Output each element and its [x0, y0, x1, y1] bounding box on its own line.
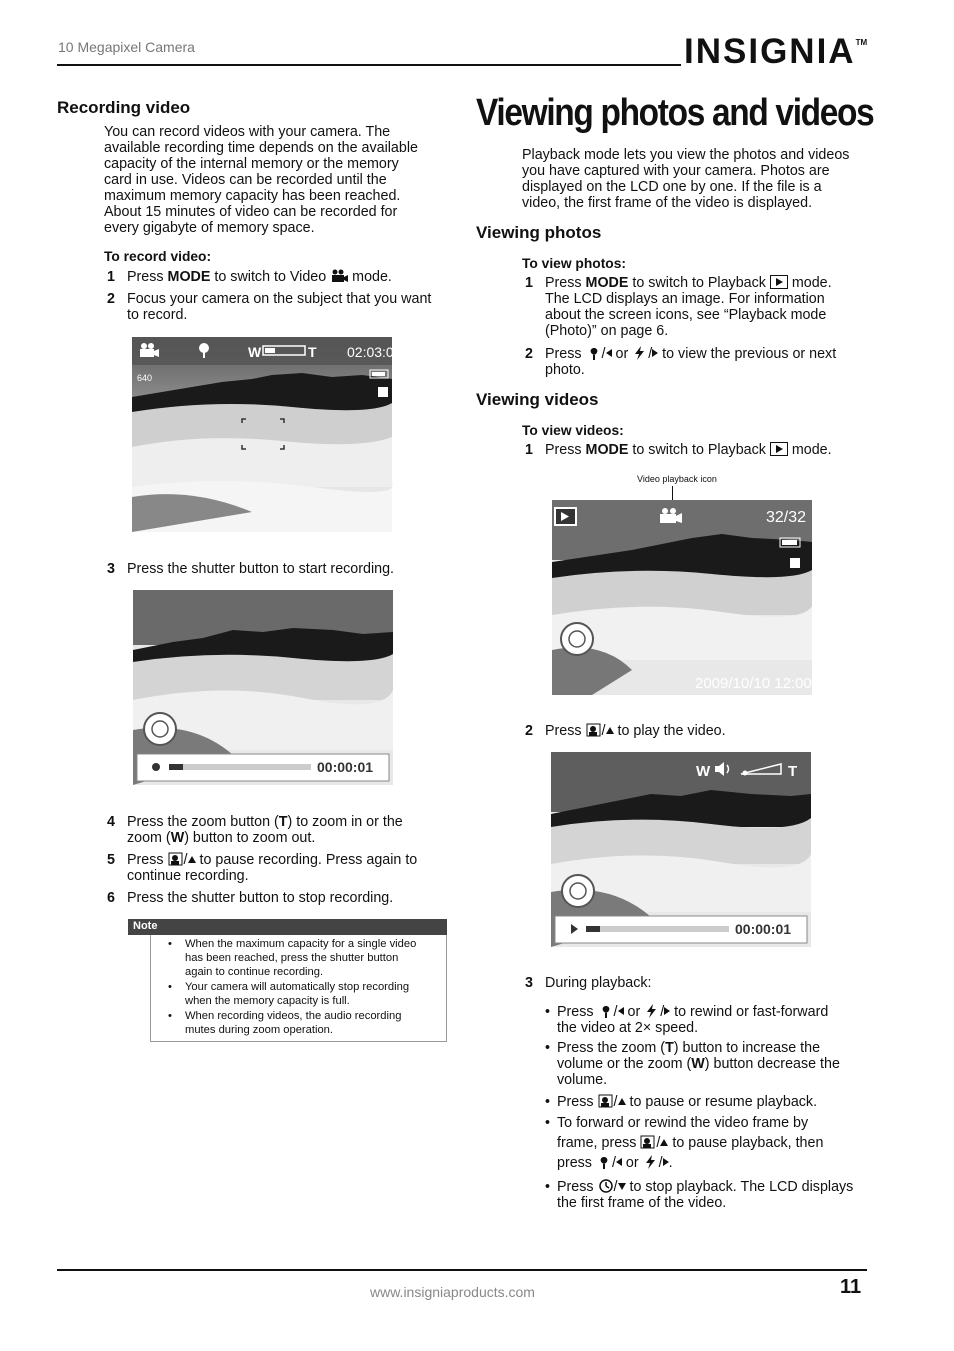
page-title: Viewing photos and videos — [476, 92, 874, 134]
video-step-3 — [525, 975, 870, 991]
recording-time: 02:03:04 — [347, 344, 402, 360]
note-item: • When the maximum capacity for a single video has been reached, press the shutter button again to continue recording. — [168, 938, 417, 979]
self-timer-icon — [598, 1179, 614, 1193]
step-text: Press / to play the video. — [545, 723, 726, 739]
record-step-3 — [107, 561, 452, 577]
photo-step-2 — [525, 346, 870, 378]
down-arrow-icon — [618, 1183, 626, 1190]
note-header: Note — [128, 919, 447, 935]
step-number: 3 — [107, 561, 115, 577]
step-number: 6 — [107, 890, 115, 906]
playback-elapsed-time: 00:00:01 — [735, 921, 792, 937]
macro-icon — [598, 1004, 614, 1018]
step-text: Press / or / to view the previous or next photo. — [545, 346, 837, 378]
photos-procedure-title: To view photos: — [522, 256, 626, 271]
document-title: 10 Megapixel Camera — [58, 39, 195, 55]
step-text: Press the zoom button (T) to zoom in or the zoom (W) button to zoom out. — [127, 814, 403, 846]
intro-line: About 15 minutes of video can be recorded for — [104, 204, 398, 220]
capture-date: 2009/10/10 12:00 — [695, 675, 812, 692]
playback-bullet-stop: • Press / to stop playback. The LCD displays the first frame of the video. — [545, 1179, 854, 1211]
step-text: Press / to pause recording. Press again to continue recording. — [127, 852, 418, 884]
brand-text: INSIGNIA — [684, 32, 856, 71]
intro-line: card in use. Videos can be recorded until the — [104, 172, 387, 188]
step-number: 5 — [107, 852, 115, 868]
volume-w-label: W — [696, 763, 711, 780]
recording-video-heading: Recording video — [57, 98, 191, 117]
footer-url: www.insigniaproducts.com — [370, 1284, 535, 1300]
flash-icon — [644, 1004, 660, 1018]
record-step-5 — [107, 852, 452, 884]
macro-icon — [596, 1155, 612, 1169]
step-number: 2 — [525, 723, 533, 739]
header-rule — [57, 64, 681, 66]
video-mode-icon — [330, 269, 348, 283]
intro-line: maximum memory capacity has been reached. — [104, 188, 401, 204]
flash-icon — [643, 1155, 659, 1169]
recording-intro — [104, 124, 449, 236]
step-number: 1 — [107, 269, 115, 285]
step-text: Press the shutter button to stop recording. — [127, 890, 394, 906]
playback-icon — [770, 442, 788, 456]
playback-bullet-frame: • To forward or rewind the video frame by frame, press / to pause playback, then press / or / . — [545, 1115, 824, 1171]
step-number: 2 — [525, 346, 533, 362]
recording-progress-screen — [133, 590, 393, 785]
portrait-icon — [640, 1135, 656, 1149]
step-text: Press MODE to switch to Playback mode. The LCD displays an image. For information about the screen icons, see “Playback mode (Photo)” on page 6. — [545, 275, 832, 339]
intro-line: available recording time depends on the available — [104, 140, 418, 156]
page-number: 11 — [840, 1276, 862, 1298]
video-playing-screen — [551, 752, 811, 947]
portrait-icon — [168, 852, 184, 866]
viewing-photos-heading: Viewing photos — [476, 223, 602, 242]
record-procedure-title: To record video: — [104, 249, 212, 264]
video-step-1 — [525, 442, 870, 458]
video-step-2 — [525, 723, 870, 739]
step-number: 4 — [107, 814, 115, 830]
playback-bullet-pause: • Press / to pause or resume playback. — [545, 1094, 818, 1110]
playback-icon — [770, 275, 788, 289]
record-step-4 — [107, 814, 452, 846]
record-lcd-screen — [132, 337, 402, 532]
playback-lcd-screen — [552, 500, 812, 695]
trademark: TM — [855, 38, 868, 47]
up-arrow-icon — [188, 856, 196, 863]
up-arrow-icon — [606, 727, 614, 734]
record-step-2 — [107, 291, 452, 323]
record-step-1 — [107, 269, 452, 285]
step-text: Press the shutter button to start recording. — [127, 561, 395, 577]
file-counter: 32/32 — [766, 509, 807, 526]
zoom-t-label: T — [308, 344, 317, 360]
step-text: Focus your camera on the subject that you want to record. — [127, 291, 432, 323]
playback-bullet-rewind: • Press / or / to rewind or fast-forward the video at 2× speed. — [545, 1004, 829, 1036]
viewing-videos-heading: Viewing videos — [476, 390, 599, 409]
photo-step-1 — [525, 275, 870, 339]
step-number: 2 — [107, 291, 115, 307]
footer-rule — [57, 1269, 867, 1271]
macro-icon — [586, 346, 602, 360]
recording-elapsed-time: 00:00:01 — [317, 759, 374, 775]
portrait-icon — [598, 1094, 614, 1108]
zoom-w-label: W — [248, 344, 262, 360]
step-number: 3 — [525, 975, 533, 991]
volume-t-label: T — [788, 763, 798, 780]
intro-line: every gigabyte of memory space. — [104, 220, 315, 236]
intro-line: You can record videos with your camera. The — [104, 124, 391, 140]
brand-logo — [684, 32, 867, 72]
portrait-icon — [586, 723, 602, 737]
step-text: Press MODE to switch to Video mode. — [127, 269, 392, 285]
resolution-label: 640 — [137, 373, 153, 383]
record-step-6 — [107, 890, 452, 906]
step-text: Press MODE to switch to Playback mode. — [545, 442, 832, 458]
up-arrow-icon — [618, 1098, 626, 1105]
viewing-intro: Playback mode lets you view the photos and videos you have captured with your camera. Photos are displayed on the LCD one by one. If the file is a video, the first frame of the video is displayed. — [522, 147, 850, 211]
video-playback-icon-callout: Video playback icon — [637, 474, 717, 484]
flash-icon — [632, 346, 648, 360]
intro-line: capacity of the internal memory or the memory — [104, 156, 399, 172]
step-number: 1 — [525, 442, 533, 458]
step-number: 1 — [525, 275, 533, 291]
note-item: • Your camera will automatically stop recording when the memory capacity is full. — [168, 981, 410, 1008]
playback-bullet-volume: • Press the zoom (T) button to increase the volume or the zoom (W) button decrease the volume. — [545, 1040, 840, 1088]
videos-procedure-title: To view videos: — [522, 423, 624, 438]
note-item: • When recording videos, the audio recording mutes during zoom operation. — [168, 1010, 402, 1037]
step-text: During playback: — [545, 975, 652, 991]
